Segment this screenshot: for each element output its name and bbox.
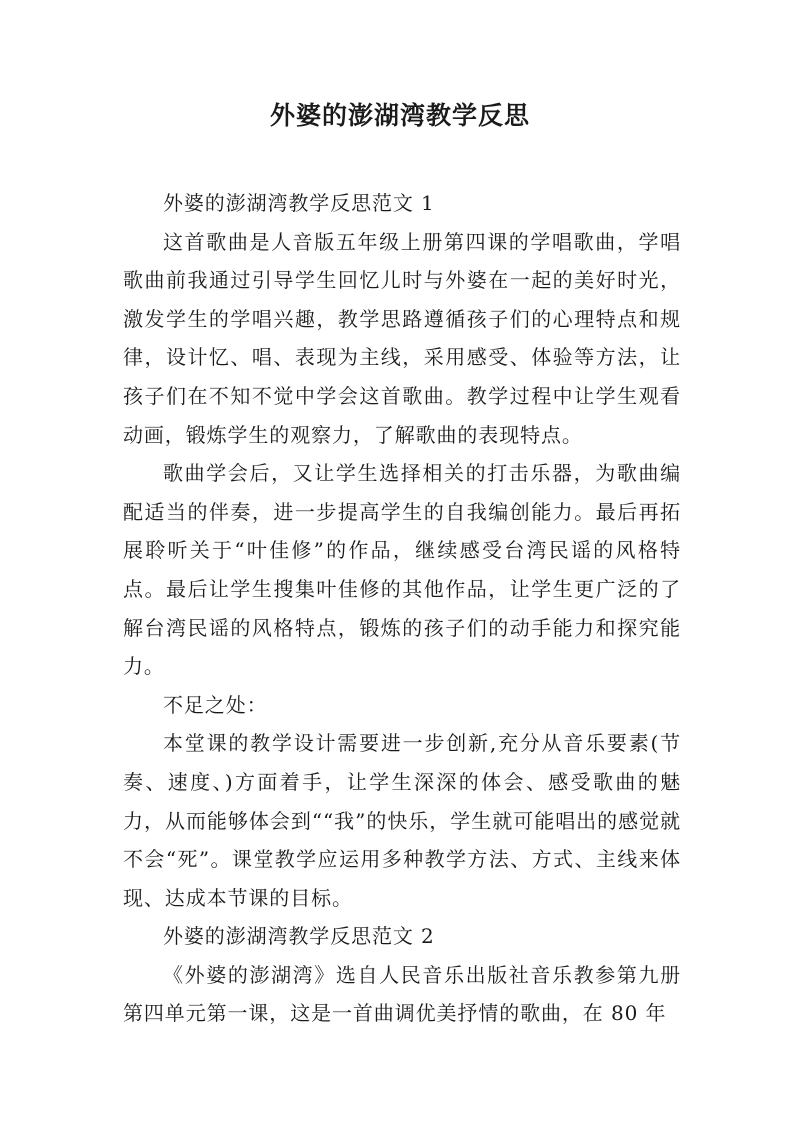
section-heading-2: 外婆的澎湖湾教学反思范文 2 — [163, 924, 435, 949]
section-heading-1: 外婆的澎湖湾教学反思范文 1 — [163, 191, 435, 215]
body-paragraph: 本堂课的教学设计需要进一步创新,充分从音乐要素(节奏、速度、)方面着手，让学生深深的体会、感受歌曲的魅力，从而能够体会到““我”的快乐，学生就可能唱出的感觉就不会“死”。课堂教学应运用多种教学方法、方式、主线来体现、达成本节课的目标。 — [123, 731, 681, 910]
body-paragraph: 这首歌曲是人音版五年级上册第四课的学唱歌曲，学唱歌曲前我通过引导学生回忆儿时与外婆在一起的美好时光，激发学生的学唱兴趣，教学思路遵循孩子们的心理特点和规律，设计忆、唱、表现为主线，采用感受、体验等方法，让孩子们在不知不觉中学会这首歌曲。教学过程中让学生观看动画，锻炼学生的观察力，了解歌曲的表现特点。 — [123, 229, 681, 447]
document-title: 外婆的澎湖湾教学反思 — [269, 101, 530, 130]
document-body — [123, 184, 681, 1033]
body-paragraph: 《外婆的澎湖湾》选自人民音乐出版社音乐教参第九册第四单元第一课，这是一首曲调优美抒情的歌曲，在 80 年 — [123, 962, 681, 1026]
subheading-shortcomings: 不足之处： — [163, 692, 268, 717]
body-paragraph: 歌曲学会后，又让学生选择相关的打击乐器，为歌曲编配适当的伴奏，进一步提高学生的自我编创能力。最后再拓展聆听关于“叶佳修”的作品，继续感受台湾民谣的风格特点。最后让学生搜集叶佳修的其他作品，让学生更广泛的了解台湾民谣的风格特点，锻炼的孩子们的动手能力和探究能力。 — [123, 461, 681, 679]
